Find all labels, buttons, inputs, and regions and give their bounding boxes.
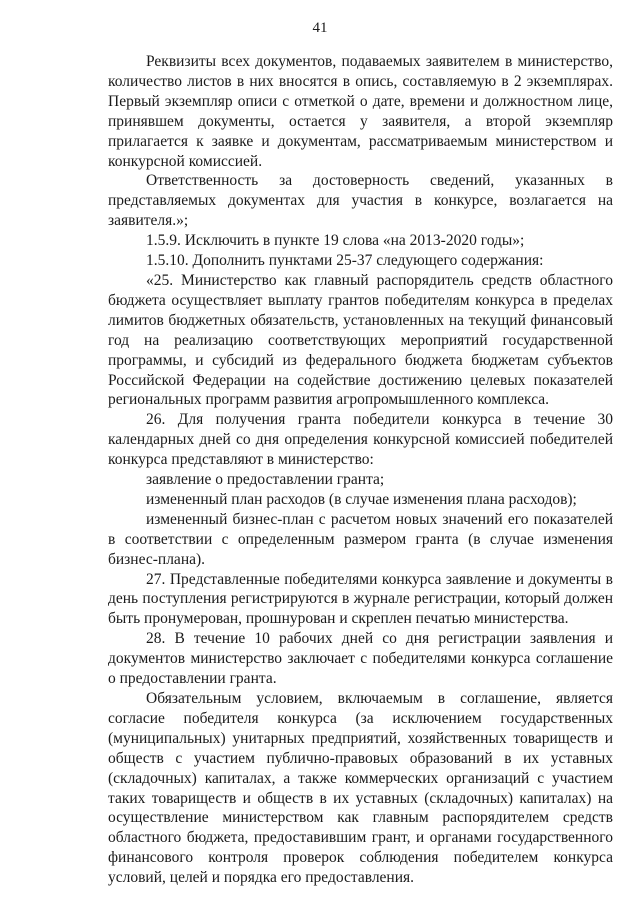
paragraph-list-item-application: заявление о предоставлении гранта; [146, 471, 385, 489]
paragraph-item-1-5-10: 1.5.10. Дополнить пунктами 25-37 следующего содержания: [146, 252, 544, 270]
paragraph-document-requisites: Реквизиты всех документов, подаваемых заявителем в министерство, количество листов в них вносятся в опись, составляемую в 2 экземплярах. Первый экземпляр описи с отметкой о дате, времени и должностном лице, принявшем документы, остается у заявителя, а второй экземпляр прилагается к заявке и документам, рассматриваемым министерством и конкурсной комиссией. [108, 53, 613, 170]
paragraph-responsibility: Ответственность за достоверность сведений, указанных в представляемых документах для участия в конкурсе, возлагается на заявителя.»; [108, 172, 613, 230]
paragraph-item-1-5-9: 1.5.9. Исключить в пункте 19 слова «на 2013-2020 годы»; [146, 232, 525, 250]
page-number: 41 [312, 20, 328, 36]
paragraph-clause-26: 26. Для получения гранта победители конкурса в течение 30 календарных дней со дня определения конкурсной комиссией победителей конкурса представляют в министерство: [108, 411, 613, 469]
paragraph-list-item-expense-plan: измененный план расходов (в случае изменения плана расходов); [146, 490, 577, 508]
paragraph-clause-25: «25. Министерство как главный распорядитель средств областного бюджета осуществляет выплату грантов победителям конкурса в пределах лимитов бюджетных обязательств, установленных на текущий финансовый год на реализацию соответствующих мероприятий государственной программы, и субсидий из федерального бюджета бюджетам субъектов Российской Федерации на содействие достижению целевых показателей региональных программ развития агропромышленного комплекса. [108, 271, 613, 409]
paragraph-clause-28: 28. В течение 10 рабочих дней со дня регистрации заявления и документов министерство заключает с победителями конкурса соглашение о предоставлении гранта. [108, 630, 613, 688]
document-body [108, 52, 613, 888]
paragraph-list-item-business-plan: измененный бизнес-план с расчетом новых значений его показателей в соответствии с определенным размером гранта (в случае изменения бизнес-плана). [108, 510, 613, 568]
paragraph-mandatory-condition: Обязательным условием, включаемым в соглашение, является согласие победителя конкурса (за исключением государственных (муниципальных) унитарных предприятий, хозяйственных товариществ и обществ с участием публично-правовых образований в их уставных (складочных) капиталах, а также коммерческих организаций с участием таких товариществ и обществ в их уставных (складочных) капиталах) на осуществление министерством как главным распорядителем средств областного бюджета, предоставившим грант, и органами государственного финансового контроля проверок соблюдения победителем конкурса условий, целей и порядка его предоставления. [108, 690, 613, 887]
paragraph-clause-27: 27. Представленные победителями конкурса заявление и документы в день поступления регистрируются в журнале регистрации, который должен быть пронумерован, прошнурован и скреплен печатью министерства. [108, 570, 613, 628]
